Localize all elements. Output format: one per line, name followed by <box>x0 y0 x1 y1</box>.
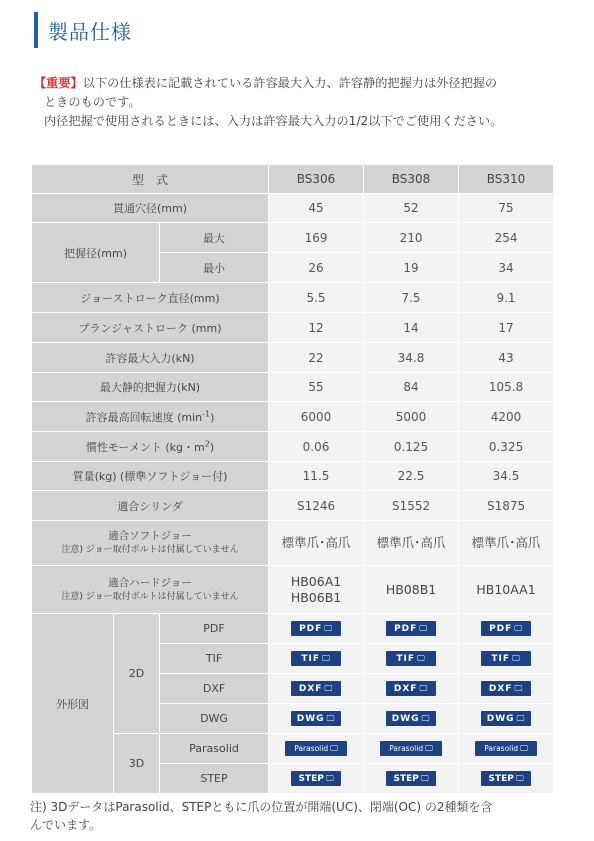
cell-value: 19 <box>364 253 459 283</box>
download-cell <box>459 644 554 674</box>
download-cell <box>269 734 364 764</box>
download-icon: 🖵 <box>515 774 524 783</box>
row-label-sup: 2 <box>204 438 210 448</box>
download-cell <box>459 764 554 794</box>
download-icon: 🖵 <box>420 774 429 783</box>
badge-label: Parasolid <box>484 744 519 753</box>
parasolid-download-button[interactable] <box>285 741 347 756</box>
footer-note <box>30 798 570 834</box>
step-download-button[interactable] <box>481 771 531 786</box>
badge-label: DXF <box>393 684 418 694</box>
format-label: DXF <box>160 674 269 704</box>
cell-value-line: HB06A1 <box>290 573 342 589</box>
download-cell <box>459 674 554 704</box>
badge-label: PDF <box>299 624 323 634</box>
pdf-download-button[interactable] <box>291 621 341 636</box>
cell-value: 標準爪･高爪 <box>364 521 459 566</box>
dwg-download-button[interactable] <box>386 711 436 726</box>
cell-value <box>269 566 364 614</box>
table-row <box>32 521 554 566</box>
badge-label: PDF <box>489 624 513 634</box>
row-label <box>32 432 269 462</box>
table-row <box>32 373 554 402</box>
parasolid-download-button[interactable] <box>475 741 537 756</box>
badge-label: STEP <box>488 774 514 784</box>
download-icon: 🖵 <box>330 744 338 753</box>
dimension-label: 3D <box>114 734 160 794</box>
pdf-download-button[interactable] <box>386 621 436 636</box>
cell-value: 12 <box>269 313 364 343</box>
download-icon: 🖵 <box>514 684 524 693</box>
notes-line-1 <box>34 74 574 93</box>
download-icon: 🖵 <box>419 684 429 693</box>
type-header: 型 式 <box>32 165 269 194</box>
notes-line-2: ときのものです。 <box>44 95 141 109</box>
footer-line-1: 注) 3DデータはParasolid、STEPともに爪の位置が開端(UC)、閉端(OC) の2種類を含 <box>30 800 493 814</box>
download-cell <box>364 644 459 674</box>
cell-value: 0.06 <box>269 432 364 462</box>
download-cell <box>269 704 364 734</box>
pdf-download-button[interactable] <box>481 621 531 636</box>
download-cell <box>364 764 459 794</box>
download-icon: 🖵 <box>321 654 331 663</box>
model-header: BS306 <box>269 165 364 194</box>
dwg-download-button[interactable] <box>481 711 531 726</box>
cell-value: 5000 <box>364 402 459 432</box>
cell-value: HB08B1 <box>364 566 459 614</box>
row-label-note: 注意) ジョー取付ボルトは付属していません <box>61 545 239 555</box>
dxf-download-button[interactable] <box>291 681 341 696</box>
download-icon: 🖵 <box>324 624 333 633</box>
dwg-download-button[interactable] <box>291 711 341 726</box>
cell-value-line: HB06B1 <box>290 589 342 605</box>
cell-value: 43 <box>459 343 554 373</box>
model-header: BS310 <box>459 165 554 194</box>
download-cell <box>459 734 554 764</box>
badge-label: DXF <box>488 684 513 694</box>
badge-label: STEP <box>393 774 419 784</box>
row-label-text: 適合ソフトジョー <box>108 530 192 542</box>
table-header-row <box>32 165 554 194</box>
badge-label: STEP <box>298 774 324 784</box>
row-label-end: ) <box>209 440 215 454</box>
table-row <box>32 614 554 644</box>
tif-download-button[interactable] <box>291 651 341 666</box>
cell-value: 標準爪･高爪 <box>459 521 554 566</box>
row-label: 許容最大入力(kN) <box>32 343 269 373</box>
badge-label: DWG <box>391 714 420 724</box>
model-header: BS308 <box>364 165 459 194</box>
download-cell <box>364 734 459 764</box>
cell-value: 105.8 <box>459 373 554 402</box>
footer-line-2: んでいます。 <box>30 818 102 832</box>
tif-download-button[interactable] <box>481 651 531 666</box>
download-cell <box>459 614 554 644</box>
row-label <box>32 402 269 432</box>
table-row <box>32 223 554 253</box>
badge-label: PDF <box>394 624 418 634</box>
page-title: 製品仕様 <box>48 20 132 44</box>
cell-value: 4200 <box>459 402 554 432</box>
table-row <box>32 194 554 223</box>
download-icon: 🖵 <box>516 714 526 723</box>
title-accent-bar <box>34 12 38 48</box>
row-label-text: 慣性モーメント (kg・m <box>85 440 205 454</box>
row-label: 最大静的把握力(kN) <box>32 373 269 402</box>
row-label: 外形図 <box>32 614 114 794</box>
row-label-text: 許容最高回転速度 (min <box>85 410 203 424</box>
cell-value: 254 <box>459 223 554 253</box>
cell-value: 9.1 <box>459 283 554 313</box>
format-label: Parasolid <box>160 734 269 764</box>
cell-value: 22.5 <box>364 462 459 491</box>
table-row <box>32 402 554 432</box>
download-icon: 🖵 <box>324 684 334 693</box>
important-notes <box>34 74 574 131</box>
download-icon: 🖵 <box>421 714 431 723</box>
row-label-text: 適合ハードジョー <box>108 576 192 589</box>
badge-label: Parasolid <box>294 744 329 753</box>
dimension-label: 2D <box>114 614 160 734</box>
table-row <box>32 566 554 614</box>
download-cell <box>364 614 459 644</box>
cell-value: 11.5 <box>269 462 364 491</box>
table-row <box>32 313 554 343</box>
notes-line-1-text: 以下の仕様表に記載されている許容最大入力、許容静的把握力は外径把握の <box>82 76 498 90</box>
row-label: 貫通穴径(mm) <box>32 194 269 223</box>
row-label <box>32 521 269 566</box>
badge-label: Parasolid <box>389 744 424 753</box>
cell-value: 0.125 <box>364 432 459 462</box>
badge-label: DXF <box>298 684 323 694</box>
badge-label: TIF <box>396 654 415 664</box>
download-icon: 🖵 <box>511 654 521 663</box>
download-cell <box>269 674 364 704</box>
cell-value: S1875 <box>459 491 554 521</box>
row-label: 質量(kg) (標準ソフトジョー付) <box>32 462 269 491</box>
badge-label: DWG <box>486 714 515 724</box>
download-icon: 🖵 <box>425 744 433 753</box>
row-label: ジョーストローク直径(mm) <box>32 283 269 313</box>
cell-value: 52 <box>364 194 459 223</box>
dxf-download-button[interactable] <box>481 681 531 696</box>
download-icon: 🖵 <box>326 714 336 723</box>
cell-value: S1552 <box>364 491 459 521</box>
cell-value: S1246 <box>269 491 364 521</box>
spec-table <box>31 164 554 794</box>
format-label: DWG <box>160 704 269 734</box>
cell-value: 14 <box>364 313 459 343</box>
row-sublabel: 最大 <box>160 223 269 253</box>
cell-value: 5.5 <box>269 283 364 313</box>
cell-value: 0.325 <box>459 432 554 462</box>
table-row <box>32 283 554 313</box>
cell-value: 34.5 <box>459 462 554 491</box>
download-cell <box>269 644 364 674</box>
cell-value: 26 <box>269 253 364 283</box>
cell-value: 75 <box>459 194 554 223</box>
download-cell <box>459 704 554 734</box>
download-icon: 🖵 <box>514 624 523 633</box>
download-icon: 🖵 <box>325 774 334 783</box>
cell-value: 210 <box>364 223 459 253</box>
table-row <box>32 491 554 521</box>
download-icon: 🖵 <box>419 624 428 633</box>
cell-value: 45 <box>269 194 364 223</box>
table-row <box>32 432 554 462</box>
download-cell <box>364 674 459 704</box>
cell-value: 7.5 <box>364 283 459 313</box>
download-cell <box>364 704 459 734</box>
row-label <box>32 566 269 614</box>
cell-value: 169 <box>269 223 364 253</box>
format-label: PDF <box>160 614 269 644</box>
row-label: 適合シリンダ <box>32 491 269 521</box>
row-label: 把握径(mm) <box>32 223 160 283</box>
badge-label: TIF <box>301 654 320 664</box>
row-label-note: 注意) ジョー取付ボルトは付属していません <box>61 591 239 602</box>
row-label-sup: -1 <box>202 408 211 418</box>
cell-value: 34 <box>459 253 554 283</box>
dxf-download-button[interactable] <box>386 681 436 696</box>
badge-label: DWG <box>296 714 325 724</box>
download-cell <box>269 764 364 794</box>
download-cell <box>269 614 364 644</box>
cell-value: HB10AA1 <box>459 566 554 614</box>
cell-value: 84 <box>364 373 459 402</box>
table-row <box>32 462 554 491</box>
row-label: プランジャストローク (mm) <box>32 313 269 343</box>
cell-value: 34.8 <box>364 343 459 373</box>
step-download-button[interactable] <box>386 771 436 786</box>
important-label: 【重要】 <box>34 76 83 90</box>
cell-value: 標準爪･高爪 <box>269 521 364 566</box>
cell-value: 17 <box>459 313 554 343</box>
parasolid-download-button[interactable] <box>380 741 442 756</box>
step-download-button[interactable] <box>291 771 341 786</box>
format-label: STEP <box>160 764 269 794</box>
badge-label: TIF <box>491 654 510 664</box>
cell-value: 22 <box>269 343 364 373</box>
notes-line-3: 内径把握で使用されるときには、入力は許容最大入力の1/2以下でご使用ください。 <box>44 114 503 128</box>
download-icon: 🖵 <box>520 744 528 753</box>
row-sublabel: 最小 <box>160 253 269 283</box>
cell-value: 55 <box>269 373 364 402</box>
table-row <box>32 343 554 373</box>
row-label-end: ) <box>210 410 215 424</box>
format-label: TIF <box>160 644 269 674</box>
tif-download-button[interactable] <box>386 651 436 666</box>
download-icon: 🖵 <box>416 654 426 663</box>
cell-value: 6000 <box>269 402 364 432</box>
